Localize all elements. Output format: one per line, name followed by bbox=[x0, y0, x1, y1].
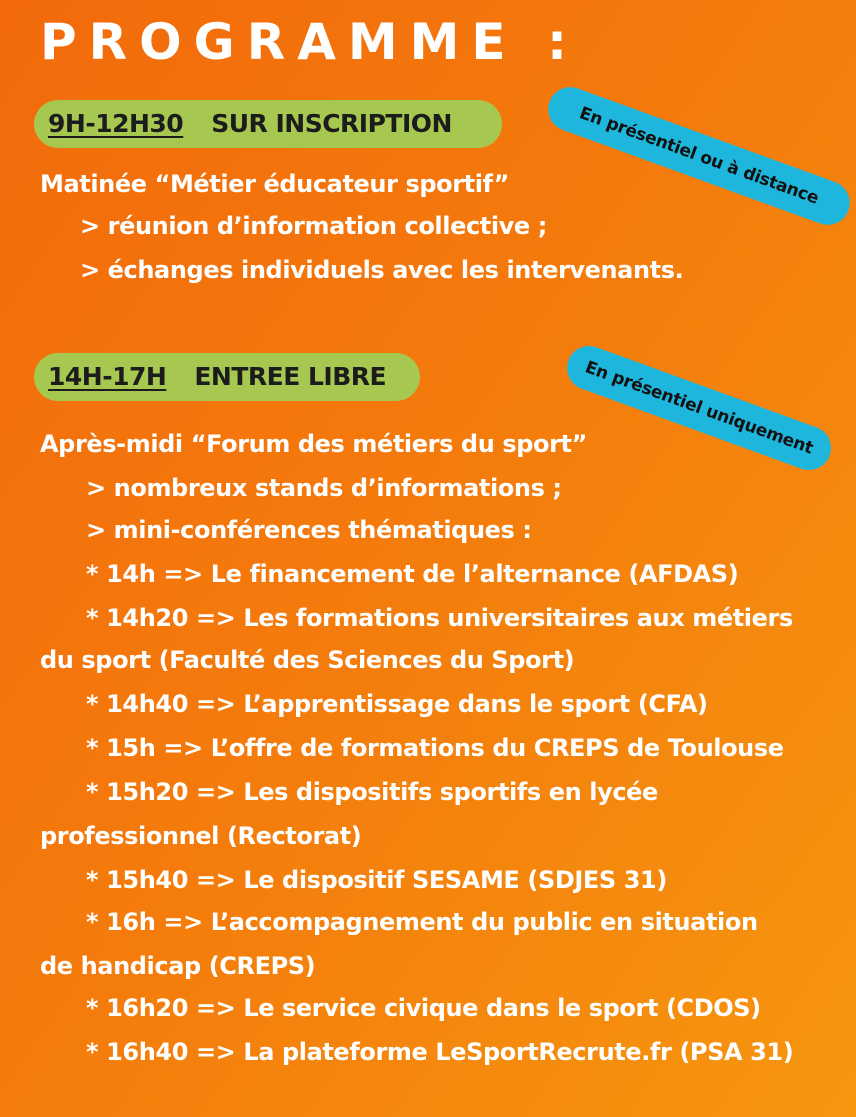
page-title: PROGRAMME : bbox=[40, 13, 579, 71]
morning-time: 9H-12H30 bbox=[48, 109, 184, 138]
afternoon-item: > nombreux stands d’informations ; bbox=[86, 474, 562, 502]
talk-line: * 15h40 => Le dispositif SESAME (SDJES 31) bbox=[86, 866, 667, 894]
afternoon-time: 14H-17H bbox=[48, 362, 167, 391]
talk-line: * 16h => L’accompagnement du public en situation bbox=[86, 908, 758, 936]
morning-badge: En présentiel ou à distance bbox=[542, 81, 856, 231]
afternoon-badge: En présentiel uniquement bbox=[561, 340, 837, 476]
morning-heading: Matinée “Métier éducateur sportif” bbox=[40, 170, 509, 198]
morning-mode: SUR INSCRIPTION bbox=[211, 109, 452, 138]
talk-line: * 14h40 => L’apprentissage dans le sport (CFA) bbox=[86, 690, 708, 718]
talk-line: professionnel (Rectorat) bbox=[40, 822, 362, 850]
talk-line: * 16h40 => La plateforme LeSportRecrute.fr (PSA 31) bbox=[86, 1038, 794, 1066]
morning-item: > échanges individuels avec les intervenants. bbox=[80, 256, 684, 284]
talk-line: de handicap (CREPS) bbox=[40, 952, 316, 980]
afternoon-mode: ENTREE LIBRE bbox=[194, 362, 387, 391]
talk-line: * 15h20 => Les dispositifs sportifs en lycée bbox=[86, 778, 658, 806]
afternoon-time-pill bbox=[34, 353, 420, 401]
afternoon-item: > mini-conférences thématiques : bbox=[86, 516, 532, 544]
talk-line: * 15h => L’offre de formations du CREPS de Toulouse bbox=[86, 734, 784, 762]
talk-line: * 14h20 => Les formations universitaires aux métiers bbox=[86, 604, 793, 632]
morning-time-pill bbox=[34, 100, 502, 148]
talk-line: du sport (Faculté des Sciences du Sport) bbox=[40, 646, 575, 674]
afternoon-heading: Après-midi “Forum des métiers du sport” bbox=[40, 430, 587, 458]
morning-item: > réunion d’information collective ; bbox=[80, 212, 547, 240]
talk-line: * 16h20 => Le service civique dans le sport (CDOS) bbox=[86, 994, 761, 1022]
talk-line: * 14h => Le financement de l’alternance (AFDAS) bbox=[86, 560, 739, 588]
